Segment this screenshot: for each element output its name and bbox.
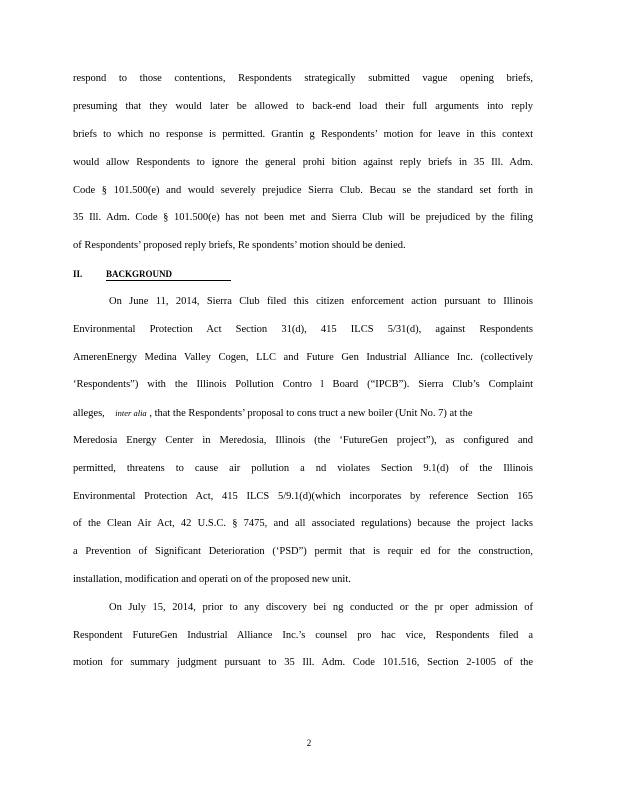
- text-line: ‘Respondents”) with the Illinois Pollution Contro l Board (“IPCB”). Sierra Club’s Complaint: [73, 379, 533, 390]
- text-run: , that the Respondents’ proposal to cons truct a new boiler (Unit No. 7) at the: [149, 408, 473, 419]
- text-line: installation, modification and operati on of the proposed new unit.: [73, 574, 351, 585]
- text-line: On June 11, 2014, Sierra Club filed this citizen enforcement action pursuant to Illinois: [109, 296, 533, 307]
- text-line: of Respondents’ proposed reply briefs, Re spondents’ motion should be denied.: [73, 240, 406, 251]
- text-line: a Prevention of Significant Deterioration (‘PSD”) permit that is requir ed for the construction,: [73, 546, 533, 557]
- text-line: Environmental Protection Act Section 31(d), 415 ILCS 5/31(d), against Respondents: [73, 324, 533, 335]
- text-line: [73, 406, 533, 420]
- text-line: Environmental Protection Act, 415 ILCS 5/9.1(d)(which incorporates by reference Section 165: [73, 491, 533, 502]
- text-line: of the Clean Air Act, 42 U.S.C. § 7475, and all associated regulations) because the project lacks: [73, 518, 533, 529]
- section-number: II.: [73, 269, 83, 279]
- page-number: 2: [306, 738, 312, 748]
- text-line: would allow Respondents to ignore the general prohi bition against reply briefs in 35 Ill. Adm.: [73, 157, 533, 168]
- text-line: presuming that they would later be allowed to back-end load their full arguments into reply: [73, 101, 533, 112]
- italic-term: inter alia: [115, 408, 147, 418]
- text-line: respond to those contentions, Respondents strategically submitted vague opening briefs,: [73, 73, 533, 84]
- text-line: motion for summary judgment pursuant to 35 Ill. Adm. Code 101.516, Section 2-1005 of the: [73, 657, 533, 668]
- section-heading: [73, 267, 231, 281]
- text-line: Meredosia Energy Center in Meredosia, Illinois (the ‘FutureGen project”), as configured and: [73, 435, 533, 446]
- text-line: Code § 101.500(e) and would severely prejudice Sierra Club. Becau se the standard set forth in: [73, 185, 533, 196]
- text-line: On July 15, 2014, prior to any discovery bei ng conducted or the pr oper admission of: [109, 602, 533, 613]
- text-line: 35 Ill. Adm. Code § 101.500(e) has not been met and Sierra Club will be prejudiced by the filing: [73, 212, 533, 223]
- text-line: permitted, threatens to cause air pollution a nd violates Section 9.1(d) of the Illinois: [73, 463, 533, 474]
- section-title: BACKGROUND: [106, 268, 231, 281]
- text-line: Respondent FutureGen Industrial Alliance Inc.’s counsel pro hac vice, Respondents filed a: [73, 630, 533, 641]
- text-line: AmerenEnergy Medina Valley Cogen, LLC and Future Gen Industrial Alliance Inc. (collectively: [73, 352, 533, 363]
- text-run: alleges,: [73, 408, 105, 419]
- text-line: briefs to which no response is permitted. Grantin g Respondents’ motion for leave in this context: [73, 129, 533, 140]
